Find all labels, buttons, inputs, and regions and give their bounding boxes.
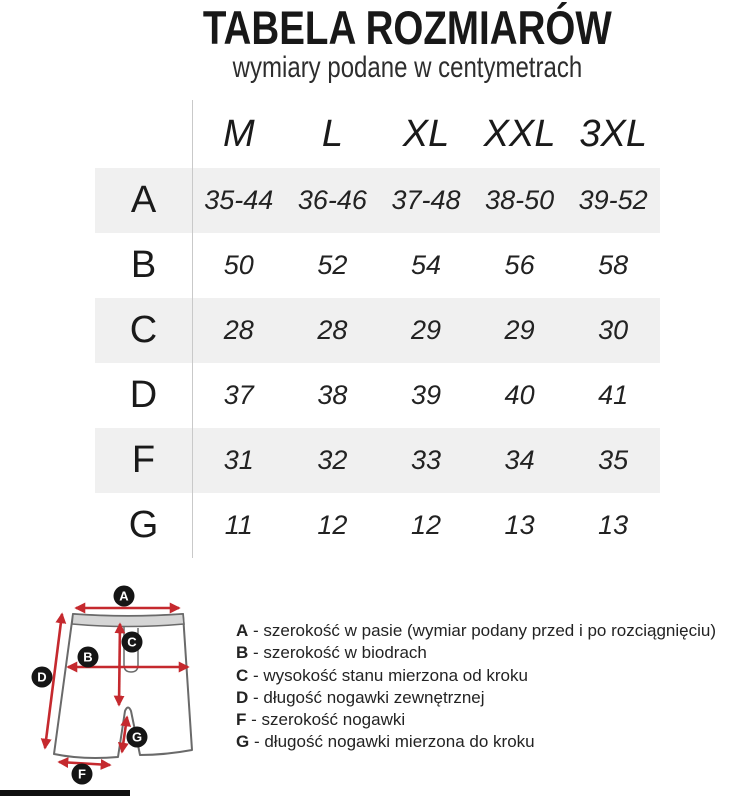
cell-value: 31 <box>223 445 254 475</box>
cell-value: 50 <box>223 250 254 280</box>
cell-value: 35 <box>598 445 629 475</box>
table-row-g <box>95 493 660 558</box>
legend-letter: C <box>236 665 249 685</box>
cell-value: 13 <box>504 510 535 540</box>
legend-text: szerokość nogawki <box>261 710 406 730</box>
badge-g <box>127 727 148 748</box>
header-spacer <box>95 100 192 168</box>
legend-separator: - <box>248 643 264 663</box>
page-subtitle <box>60 53 754 83</box>
cell-value: 36-46 <box>297 185 367 215</box>
size-header-l: L <box>321 112 343 155</box>
bottom-crop-bar <box>0 790 130 796</box>
badge-g-letter: G <box>131 729 143 745</box>
legend-separator: - <box>248 665 264 685</box>
size-header-row <box>95 100 660 168</box>
legend-letter: A <box>236 621 249 640</box>
cell-value: 11 <box>224 510 253 540</box>
cell-value: 37 <box>223 380 254 410</box>
row-label: G <box>128 504 159 546</box>
legend-letter: G <box>236 732 250 752</box>
legend-separator: - <box>246 710 262 730</box>
badge-b <box>78 647 99 668</box>
legend-item-c <box>236 665 752 687</box>
badge-c-letter: C <box>127 634 137 650</box>
header <box>0 1 754 84</box>
badge-b-letter: B <box>83 649 93 665</box>
cell-value: 13 <box>598 510 629 540</box>
measure-arrow-c <box>119 624 120 705</box>
legend-text: wysokość stanu mierzona od kroku <box>263 665 528 685</box>
row-label: F <box>131 439 156 481</box>
legend-letter: B <box>236 643 249 663</box>
legend-letter: D <box>236 687 249 707</box>
legend-letter: F <box>236 710 247 730</box>
legend-separator: - <box>248 621 264 640</box>
legend-item-b <box>236 642 752 664</box>
legend-text: długość nogawki zewnętrznej <box>263 687 485 707</box>
cell-value: 29 <box>504 315 535 345</box>
table-row-b <box>95 233 660 298</box>
cell-value: 41 <box>598 380 629 410</box>
table-row-f <box>95 428 660 493</box>
legend-item-g <box>236 731 752 753</box>
cell-value: 12 <box>410 510 441 540</box>
row-label: C <box>129 309 158 351</box>
measurement-legend <box>236 620 752 754</box>
table-row-a <box>95 168 660 233</box>
cell-value: 32 <box>317 445 348 475</box>
shorts-measurement-diagram <box>15 583 240 796</box>
table-divider-line <box>192 100 193 558</box>
shorts-waistband <box>72 614 184 627</box>
page-title-text: TABELA ROZMIARÓW <box>202 1 612 54</box>
cell-value: 35-44 <box>204 185 274 215</box>
cell-value: 28 <box>223 315 254 345</box>
cell-value: 30 <box>598 315 629 345</box>
badge-a <box>114 586 135 607</box>
badge-a-letter: A <box>119 588 129 604</box>
cell-value: 33 <box>410 445 441 475</box>
badge-d <box>32 667 53 688</box>
badge-f <box>72 764 93 785</box>
page-subtitle-text: wymiary podane w centymetrach <box>232 51 582 84</box>
cell-value: 28 <box>317 315 348 345</box>
size-header-xl: XL <box>402 112 450 155</box>
cell-value: 58 <box>598 250 629 280</box>
cell-value: 52 <box>317 250 348 280</box>
size-table <box>95 100 660 558</box>
cell-value: 12 <box>317 510 348 540</box>
row-label: A <box>130 179 157 221</box>
cell-value: 39 <box>410 380 441 410</box>
badge-d-letter: D <box>37 669 47 685</box>
legend-item-f <box>236 709 752 731</box>
page-title <box>60 1 754 54</box>
badge-f-letter: F <box>78 766 86 782</box>
cell-value: 34 <box>504 445 535 475</box>
legend-item-d <box>236 687 752 709</box>
cell-value: 38-50 <box>485 185 555 215</box>
cell-value: 56 <box>504 250 535 280</box>
cell-value: 39-52 <box>578 185 648 215</box>
legend-text: długość nogawki mierzona do kroku <box>264 732 535 752</box>
size-header-3xl: 3XL <box>579 112 647 155</box>
legend-item-a <box>236 620 752 642</box>
size-header-m: M <box>222 112 255 155</box>
row-label: B <box>130 244 157 286</box>
legend-text: szerokość w pasie (wymiar podany przed i po rozciągnięciu) <box>263 621 716 640</box>
cell-value: 40 <box>504 380 535 410</box>
row-label: D <box>129 374 158 416</box>
table-row-d <box>95 363 660 428</box>
badge-c <box>122 632 143 653</box>
legend-text: szerokość w biodrach <box>263 643 427 663</box>
legend-separator: - <box>248 687 264 707</box>
table-row-c <box>95 298 660 363</box>
legend-separator: - <box>249 732 265 752</box>
cell-value: 38 <box>317 380 348 410</box>
cell-value: 37-48 <box>391 185 461 215</box>
cell-value: 54 <box>410 250 441 280</box>
cell-value: 29 <box>410 315 441 345</box>
size-header-xxl: XXL <box>483 112 556 155</box>
